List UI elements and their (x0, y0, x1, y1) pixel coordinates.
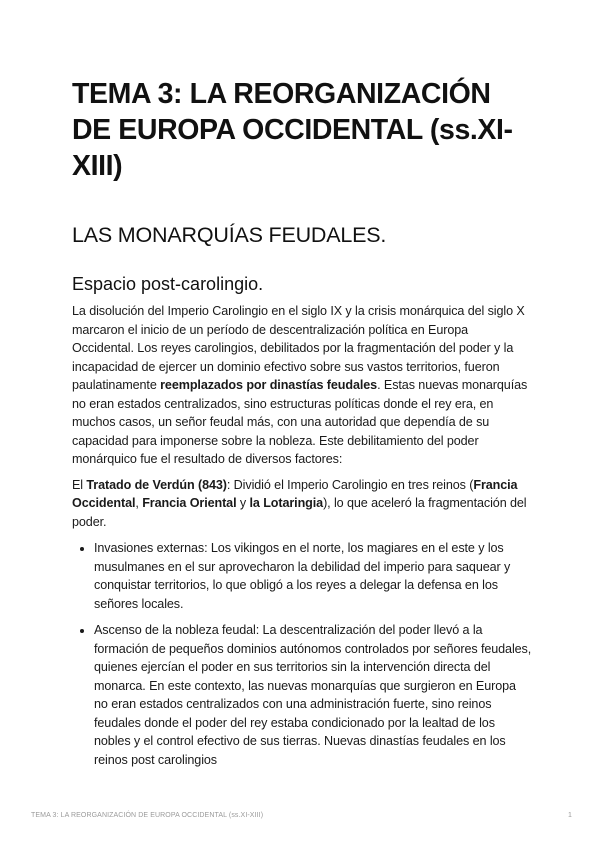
bold-text: Francia Occidental (72, 477, 518, 510)
document-page (72, 76, 532, 777)
paragraph-text: y (236, 496, 250, 510)
page-number: 1 (568, 812, 572, 819)
paragraph-text: La disolución del Imperio Carolingio en el siglo IX y la crisis monárquica del siglo X marcaron el inicio de un período de descentralización política en Europa Occidental. Los reyes carolingios, debilitados por la fragmentación del poder y la incapacidad de ejercer un dominio efectivo sobre sus vastos territorios, fueron paulatinamente (72, 304, 525, 392)
list-item: • Ascenso de la nobleza feudal: La descentralización del poder llevó a la formación de pequeños dominios autónomos controlados por señores feudales, quienes ejercían el poder en sus territorios sin la intervención directa del monarca. En este contexto, las nuevas monarquías que surgieron en Europa no eran estados centralizados con una administración fuerte, sino reinos feudales donde el poder del rey estaba condicionado por la lealtad de los nobles y el control efectivo de sus tierras. Nuevas dinastías feudales en los reinos post carolingios (94, 621, 532, 769)
paragraph-text: . Estas nuevas monarquías no eran estados centralizados, sino estructuras políticas donde el rey era, en muchos casos, un señor feudal más, con una autoridad que dependía de su capacidad para imponerse sobre la nobleza. Este debilitamiento del poder monárquico fue el resultado de diversos factores: (72, 378, 528, 466)
paragraph-text: , (135, 496, 143, 510)
page-footer (31, 812, 572, 824)
section-heading: LAS MONARQUÍAS FEUDALES. (72, 223, 387, 247)
bold-text: Francia Oriental (142, 496, 237, 510)
factors-list (72, 539, 532, 769)
paragraph-text: ), lo que aceleró la fragmentación del poder. (72, 496, 527, 529)
bold-text: reemplazados por dinastías feudales (160, 378, 378, 392)
bold-text: la Lotaringia (249, 496, 324, 510)
subsection-heading: Espacio post-carolingio. (72, 274, 264, 294)
bold-text: Tratado de Verdún (843) (86, 477, 227, 492)
list-item: • Invasiones externas: Los vikingos en el norte, los magiares en el este y los musulmanes en el sur aprovecharon la debilidad del imperio para saquear y conquistar territorios, lo que obligó a los reyes a delegar la defensa en los señores locales. (94, 539, 532, 613)
verdun-paragraph (72, 476, 532, 532)
paragraph-text: : Dividió el Imperio Carolingio en tres reinos ( (226, 477, 474, 492)
footer-title: TEMA 3: LA REORGANIZACIÓN DE EUROPA OCCIDENTAL (ss.XI-XIII) (31, 812, 264, 819)
intro-paragraph (72, 302, 532, 469)
page-title: TEMA 3: LA REORGANIZACIÓN DE EUROPA OCCIDENTAL (ss.XI-XIII) (72, 78, 513, 182)
paragraph-text: El (72, 477, 87, 492)
